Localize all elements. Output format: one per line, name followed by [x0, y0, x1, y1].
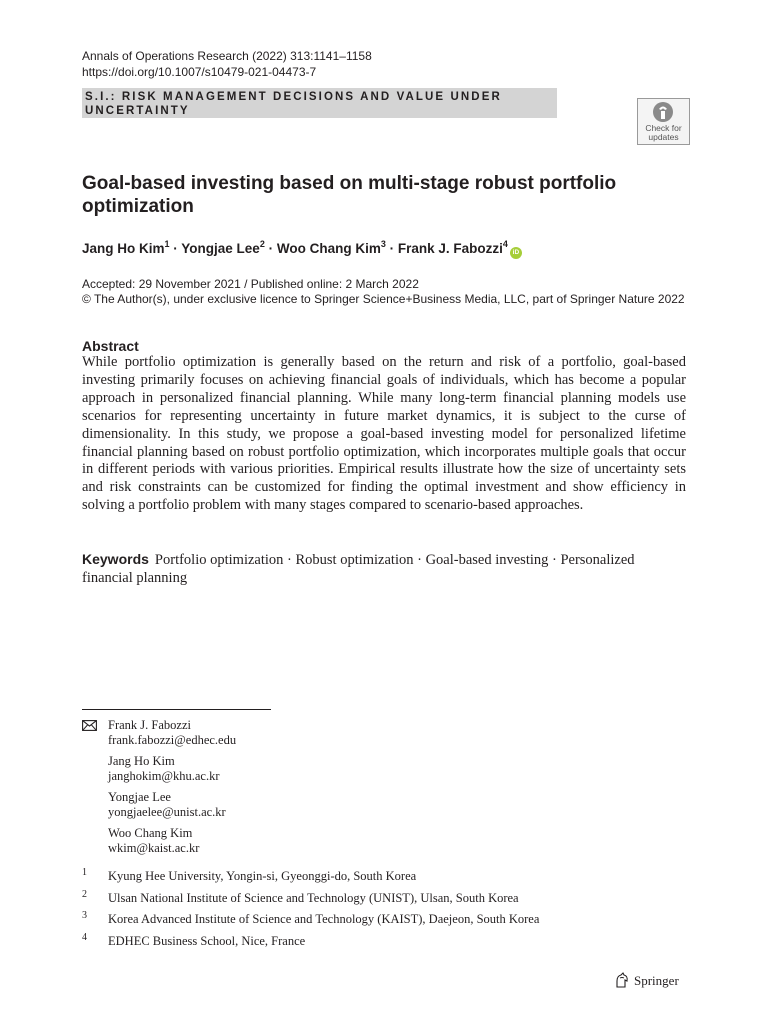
affiliation-number: 1: [82, 867, 87, 878]
author-list: [82, 239, 522, 259]
journal-citation: Annals of Operations Research (2022) 313:1141–1158: [82, 49, 372, 63]
check-updates-icon: [650, 101, 676, 123]
check-for-updates-badge[interactable]: [637, 98, 690, 145]
footnote-divider: [82, 709, 271, 710]
affiliation-text: EDHEC Business School, Nice, France: [108, 934, 306, 948]
contact-email[interactable]: wkim@kaist.ac.kr: [108, 841, 200, 855]
author-name[interactable]: Frank J. Fabozzi: [397, 241, 503, 256]
abstract-text: While portfolio optimization is generally based on the return and risk of a portfolio, goal-based investing primarily focuses on achieving financial goals of individuals, which has become a popular approach in personalized financial planning. While many long-term financial planning models use scenarios for representing uncertainty in future market dynamics, it is subject to the curse of dimensionality. In this study, we propose a goal-based investing model for personalized lifetime financial planning based on robust portfolio optimization, which incorporates multiple goals that occur in different periods with various priorities. Empirical results illustrate how the size of uncertainty sets and risk constraints can be customized for finding the optimal investment and show efficiency in solving a portfolio problem with many stages compared to scenario-based approaches.: [82, 354, 686, 514]
orcid-icon[interactable]: iD: [510, 247, 522, 259]
author-name[interactable]: Jang Ho Kim: [82, 241, 165, 256]
envelope-icon: [82, 720, 97, 731]
contact-email[interactable]: janghokim@khu.ac.kr: [108, 769, 220, 783]
copyright-notice: © The Author(s), under exclusive licence to Springer Science+Business Media, LLC, part of Springer Nature 2022: [82, 292, 685, 306]
author-separator: ·: [385, 241, 398, 256]
author-name[interactable]: Yongjae Lee: [181, 241, 260, 256]
affiliation-text: Ulsan National Institute of Science and Technology (UNIST), Ulsan, South Korea: [108, 891, 519, 905]
keywords-label: Keywords: [82, 551, 149, 567]
contact-name: Jang Ho Kim: [108, 754, 175, 768]
contact-name: Frank J. Fabozzi: [108, 718, 191, 732]
affiliation-text: Kyung Hee University, Yongin-si, Gyeonggi-do, South Korea: [108, 869, 417, 883]
publication-dates: Accepted: 29 November 2021 / Published online: 2 March 2022: [82, 277, 419, 291]
contact-email[interactable]: yongjaelee@unist.ac.kr: [108, 805, 226, 819]
contact-name: Woo Chang Kim: [108, 826, 193, 840]
keywords-list: Portfolio optimization · Robust optimization · Goal-based investing · Personalized financial planning: [82, 552, 635, 586]
abstract-heading: Abstract: [82, 338, 139, 354]
affiliation-number: 2: [82, 889, 87, 900]
keywords: [82, 550, 682, 587]
contact-email[interactable]: frank.fabozzi@edhec.edu: [108, 733, 237, 747]
special-issue-banner: [82, 88, 557, 118]
article-title: Goal-based investing based on multi-stage robust portfolio optimization: [82, 173, 617, 217]
publisher-name: Springer: [634, 973, 679, 988]
author-affiliation-mark: 2: [259, 239, 265, 249]
author-affiliation-mark: 3: [380, 239, 386, 249]
author-name[interactable]: Woo Chang Kim: [276, 241, 381, 256]
affiliation-number: 4: [82, 932, 87, 943]
badge-line-2: updates: [648, 132, 679, 142]
author-separator: ·: [169, 241, 182, 256]
author-affiliation-mark: 4: [502, 239, 508, 249]
author-separator: ·: [264, 241, 277, 256]
affiliation-number: 3: [82, 910, 87, 921]
affiliation-text: Korea Advanced Institute of Science and Technology (KAIST), Daejeon, South Korea: [108, 912, 540, 926]
special-issue-label: S.I.: RISK MANAGEMENT DECISIONS AND VALUE UNDER UNCERTAINTY: [85, 91, 502, 117]
springer-horse-icon: [614, 972, 630, 989]
badge-line-1: Check for: [645, 123, 682, 133]
doi-link[interactable]: https://doi.org/10.1007/s10479-021-04473-7: [82, 65, 317, 79]
contact-name: Yongjae Lee: [108, 790, 171, 804]
author-affiliation-mark: 1: [164, 239, 170, 249]
